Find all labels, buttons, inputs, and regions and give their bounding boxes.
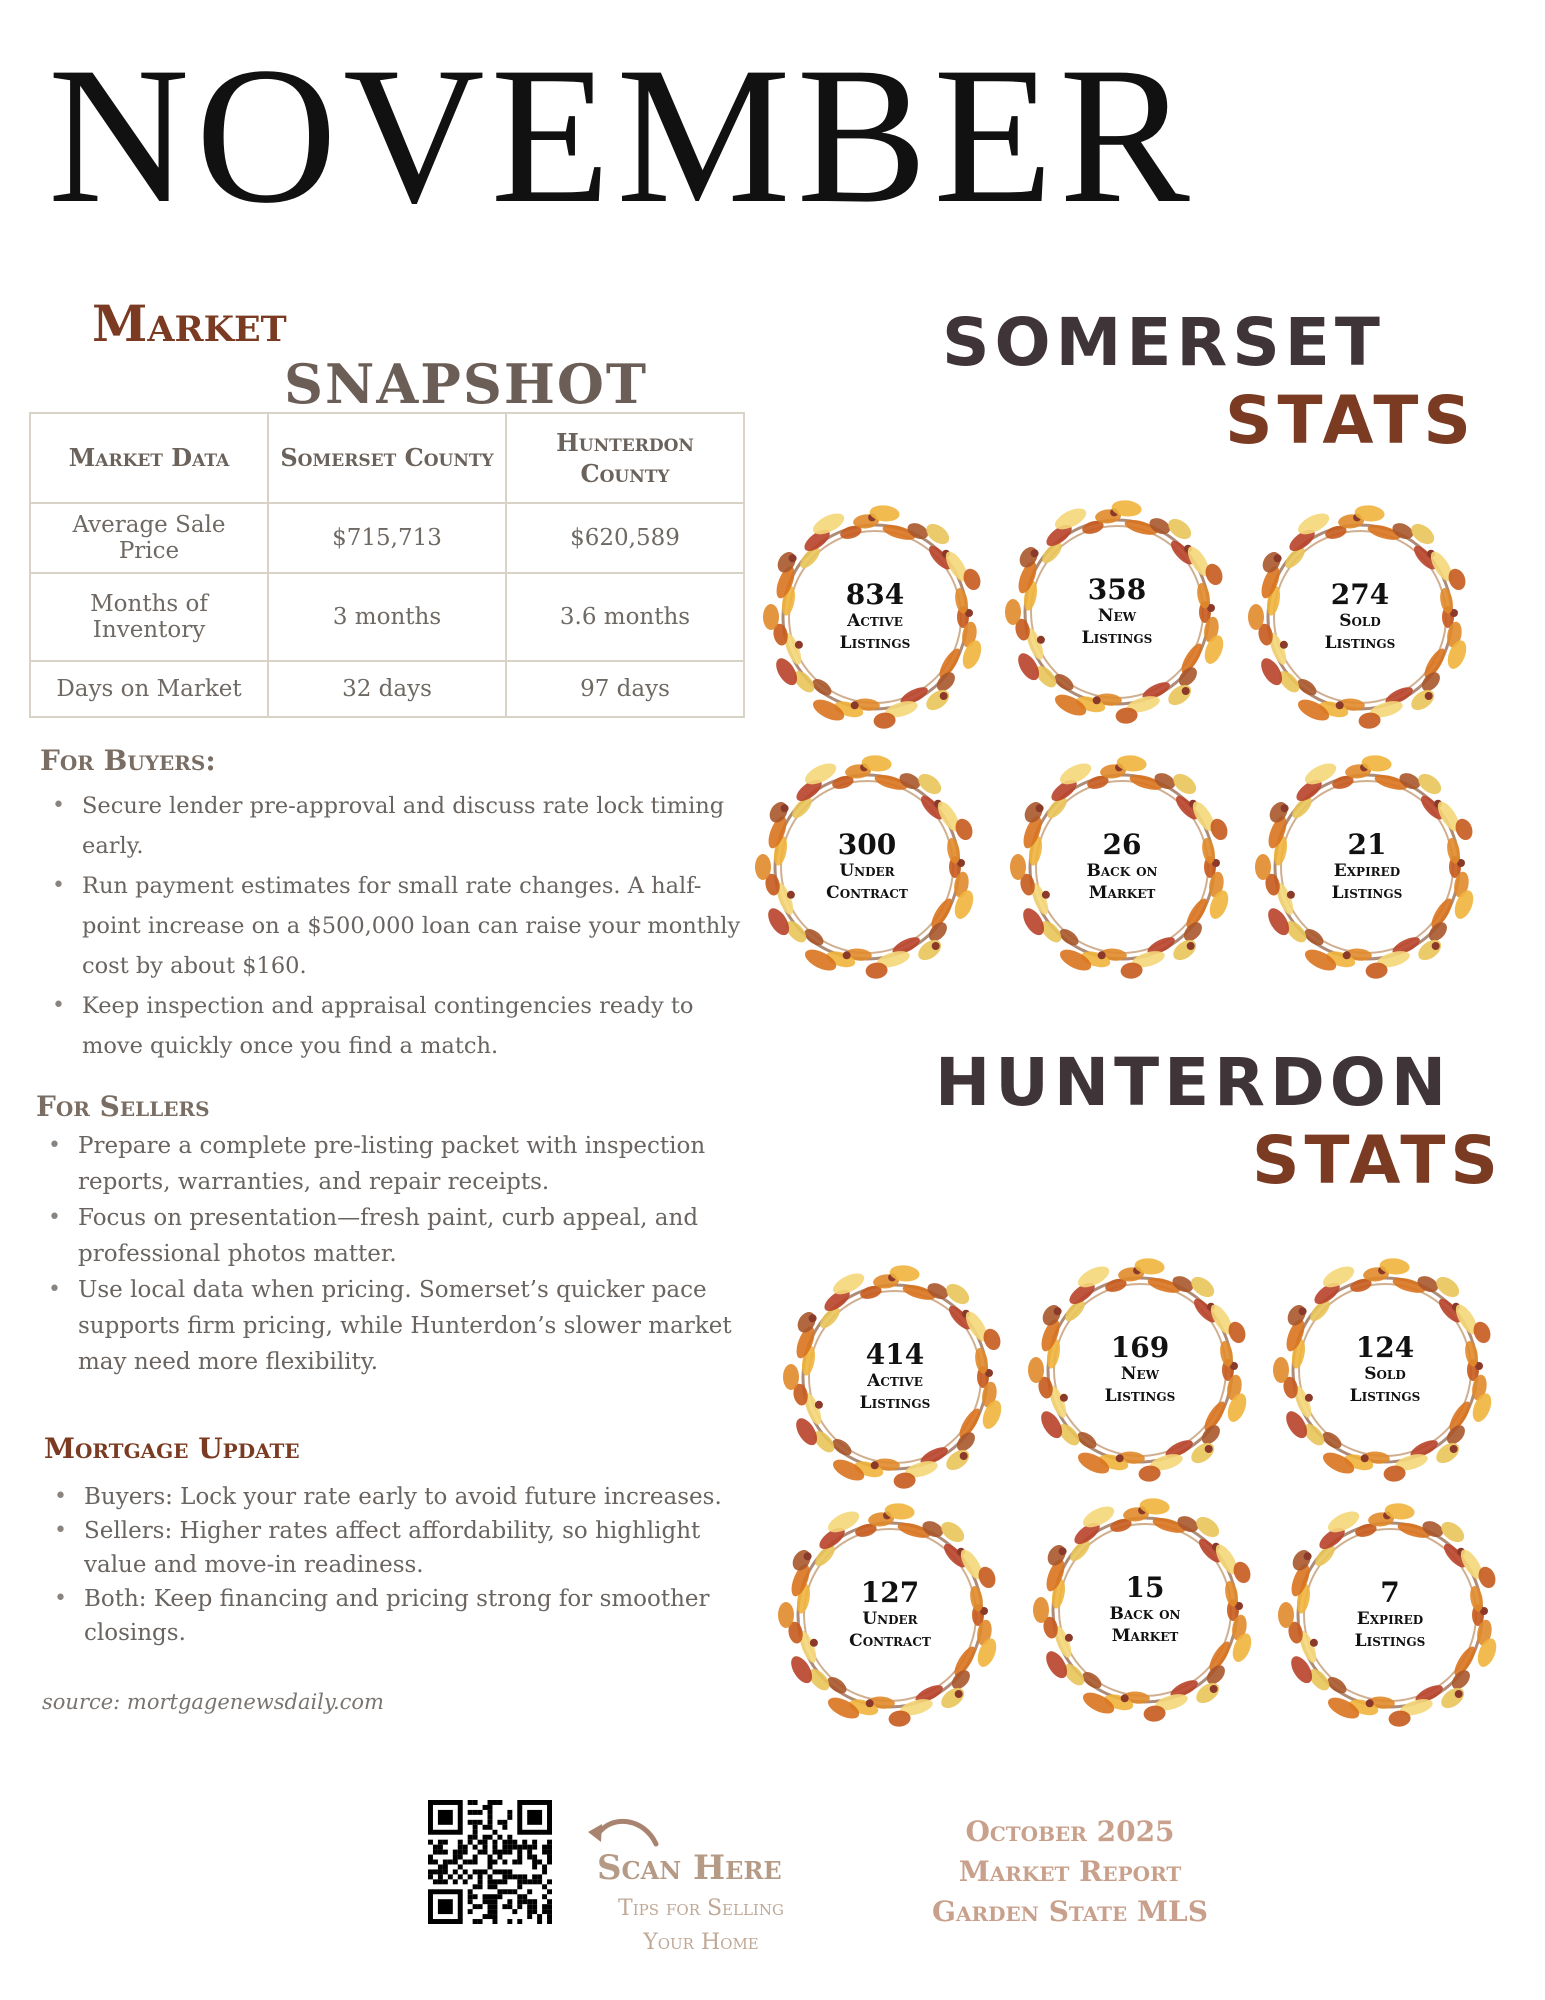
stat-value: 127 bbox=[860, 1575, 920, 1609]
table-cell: 32 days bbox=[268, 661, 506, 717]
hunterdon-title-line1: HUNTERDON bbox=[935, 1044, 1452, 1121]
report-line2: Market Report bbox=[958, 1855, 1182, 1888]
stat-text bbox=[1070, 1310, 1210, 1430]
table-cell: Months of Inventory bbox=[30, 573, 268, 661]
somerset-title-line1: SOMERSET bbox=[942, 304, 1385, 381]
scan-here-heading: Scan Here bbox=[597, 1848, 782, 1888]
table-cell: $715,713 bbox=[268, 503, 506, 573]
buyers-heading: For Buyers: bbox=[40, 744, 216, 777]
report-label bbox=[900, 1812, 1240, 1932]
stat-label: Listings bbox=[1349, 1386, 1421, 1407]
hunterdon-stat-wreath bbox=[1275, 1500, 1505, 1730]
stat-value: 26 bbox=[1102, 827, 1142, 861]
snapshot-title-line1: Market bbox=[92, 294, 287, 353]
buyers-list bbox=[44, 786, 754, 1066]
stat-text bbox=[797, 807, 937, 927]
sellers-list bbox=[40, 1128, 740, 1380]
sellers-heading: For Sellers bbox=[36, 1090, 210, 1123]
stat-text bbox=[1315, 1310, 1455, 1430]
stat-value: 15 bbox=[1125, 1570, 1165, 1604]
stat-label: Active bbox=[867, 1371, 923, 1392]
snapshot-title-line2: SNAPSHOT bbox=[284, 352, 649, 416]
somerset-title-line2: STATS bbox=[1225, 382, 1476, 459]
stat-value: 21 bbox=[1347, 827, 1387, 861]
page-title: NOVEMBER bbox=[48, 27, 1196, 244]
table-row bbox=[30, 573, 744, 661]
stat-label: Active bbox=[847, 611, 903, 632]
stat-text bbox=[1320, 1555, 1460, 1675]
stat-label: Expired bbox=[1333, 861, 1401, 882]
stat-label: Listings bbox=[1081, 628, 1153, 649]
somerset-stat-wreath bbox=[1252, 752, 1482, 982]
stat-text bbox=[1297, 807, 1437, 927]
stat-text bbox=[1075, 1550, 1215, 1670]
stat-text bbox=[825, 1317, 965, 1437]
stat-text bbox=[1052, 807, 1192, 927]
qr-code-icon[interactable] bbox=[428, 1800, 552, 1924]
report-line3: Garden State MLS bbox=[932, 1895, 1208, 1928]
scan-subtext bbox=[596, 1892, 806, 1960]
stat-value: 124 bbox=[1355, 1330, 1415, 1364]
list-item: • Use local data when pricing. Somerset’s quicker pace supports firm pricing, while Hunterdon’s slower market may need more flexibility. bbox=[40, 1272, 740, 1380]
somerset-stat-wreath bbox=[1007, 752, 1237, 982]
stat-label: Listings bbox=[1354, 1631, 1426, 1652]
hunterdon-stat-wreath bbox=[1270, 1255, 1500, 1485]
mortgage-list bbox=[46, 1480, 766, 1650]
stat-label: Listings bbox=[1324, 633, 1396, 654]
report-line1: October 2025 bbox=[965, 1815, 1175, 1848]
table-cell: 3 months bbox=[268, 573, 506, 661]
stat-label: New bbox=[1097, 606, 1137, 627]
somerset-stat-wreath bbox=[1002, 497, 1232, 727]
stat-value: 414 bbox=[865, 1337, 925, 1371]
stat-label: Market bbox=[1088, 883, 1156, 904]
stat-label: Sold bbox=[1364, 1364, 1406, 1385]
stat-text bbox=[1047, 552, 1187, 672]
stat-label: Contract bbox=[849, 1631, 931, 1652]
list-item: • Sellers: Higher rates affect affordability, so highlight value and move-in readiness. bbox=[46, 1514, 766, 1582]
table-cell: Average Sale Price bbox=[30, 503, 268, 573]
stat-label: Under bbox=[862, 1609, 918, 1630]
hunterdon-stat-wreath bbox=[780, 1262, 1010, 1492]
somerset-stat-wreath bbox=[760, 502, 990, 732]
table-cell: Days on Market bbox=[30, 661, 268, 717]
stat-label: Expired bbox=[1356, 1609, 1424, 1630]
table-header-cell: Hunterdon County bbox=[506, 413, 744, 503]
list-item: • Prepare a complete pre-listing packet with inspection reports, warranties, and repair receipts. bbox=[40, 1128, 740, 1200]
hunterdon-stat-wreath bbox=[1030, 1495, 1260, 1725]
list-item: • Keep inspection and appraisal contingencies ready to move quickly once you find a match. bbox=[44, 986, 754, 1066]
scan-subtext-line2: Your Home bbox=[643, 1930, 759, 1955]
table-row bbox=[30, 661, 744, 717]
stat-value: 274 bbox=[1330, 577, 1390, 611]
somerset-stat-wreath bbox=[1245, 502, 1475, 732]
table-header-row bbox=[30, 413, 744, 503]
table-cell: 3.6 months bbox=[506, 573, 744, 661]
stat-value: 300 bbox=[837, 827, 897, 861]
list-item: • Secure lender pre-approval and discuss rate lock timing early. bbox=[44, 786, 754, 866]
somerset-stat-wreath bbox=[752, 752, 982, 982]
stat-label: New bbox=[1120, 1364, 1160, 1385]
stat-text bbox=[1290, 557, 1430, 677]
table-cell: $620,589 bbox=[506, 503, 744, 573]
stat-value: 358 bbox=[1087, 572, 1147, 606]
table-header-cell: Market Data bbox=[30, 413, 268, 503]
table-header-cell: Somerset County bbox=[268, 413, 506, 503]
table-cell: 97 days bbox=[506, 661, 744, 717]
mortgage-heading: Mortgage Update bbox=[44, 1432, 300, 1465]
stat-text bbox=[805, 557, 945, 677]
scan-subtext-line1: Tips for Selling bbox=[618, 1896, 784, 1921]
stat-label: Sold bbox=[1339, 611, 1381, 632]
list-item: • Buyers: Lock your rate early to avoid future increases. bbox=[46, 1480, 766, 1514]
stat-label: Listings bbox=[1104, 1386, 1176, 1407]
hunterdon-stat-wreath bbox=[775, 1500, 1005, 1730]
stat-label: Listings bbox=[839, 633, 911, 654]
stat-label: Back on bbox=[1086, 861, 1158, 882]
list-item: • Both: Keep financing and pricing strong for smoother closings. bbox=[46, 1582, 766, 1650]
list-item: • Run payment estimates for small rate changes. A half-point increase on a $500,000 loan can raise your monthly cost by about $160. bbox=[44, 866, 754, 986]
stat-value: 169 bbox=[1110, 1330, 1170, 1364]
stat-label: Listings bbox=[859, 1393, 931, 1414]
source-note: source: mortgagenewsdaily.com bbox=[42, 1690, 384, 1714]
stat-text bbox=[820, 1555, 960, 1675]
table-row bbox=[30, 503, 744, 573]
hunterdon-title-line2: STATS bbox=[1252, 1122, 1503, 1199]
stat-label: Market bbox=[1111, 1626, 1179, 1647]
stat-label: Back on bbox=[1109, 1604, 1181, 1625]
stat-value: 834 bbox=[845, 577, 905, 611]
market-data-table bbox=[29, 412, 745, 718]
stat-label: Under bbox=[839, 861, 895, 882]
stat-value: 7 bbox=[1380, 1575, 1400, 1609]
list-item: • Focus on presentation—fresh paint, curb appeal, and professional photos matter. bbox=[40, 1200, 740, 1272]
stat-label: Contract bbox=[826, 883, 908, 904]
hunterdon-stat-wreath bbox=[1025, 1255, 1255, 1485]
stat-label: Listings bbox=[1331, 883, 1403, 904]
